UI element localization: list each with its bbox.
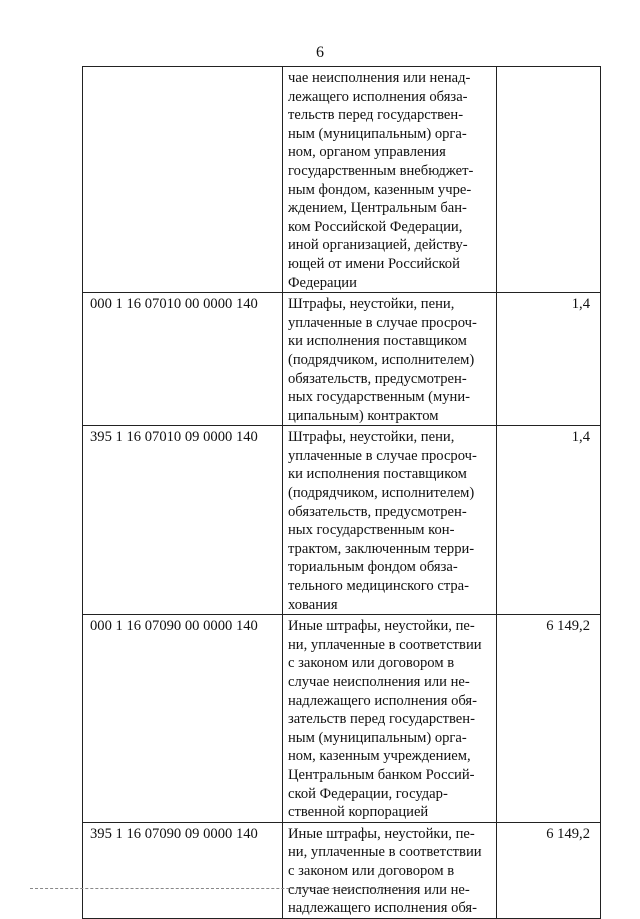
amount-cell (497, 67, 601, 293)
table-row (83, 67, 601, 293)
description-line: тельств перед государствен- (288, 107, 464, 124)
description-line: случае неисполнения или не- (288, 881, 470, 898)
description-line: обязательств, предусмотрен- (288, 503, 467, 520)
description-line: иной организацией, действу- (288, 237, 468, 254)
description-line: Штрафы, неустойки, пени, (288, 429, 455, 446)
description-line: ном, казенным учреждением, (288, 748, 471, 765)
description-line: государственным внебюджет- (288, 162, 474, 179)
description-line: ном, органом управления (288, 144, 446, 161)
table-row (83, 822, 601, 918)
page-bottom-divider (30, 888, 410, 889)
description-line: ным фондом, казенным учре- (288, 181, 472, 198)
description-cell (283, 822, 497, 918)
budget-classification-table (82, 66, 601, 919)
kbk-code-cell: 395 1 16 07090 09 0000 140 (83, 822, 283, 918)
description-line: Федерации (288, 274, 357, 291)
description-line: хования (288, 596, 338, 613)
description-line: ки исполнения поставщиком (288, 333, 467, 350)
description-cell (283, 67, 497, 293)
amount-cell: 6 149,2 (497, 822, 601, 918)
description-line: ской Федерации, государ- (288, 785, 448, 802)
kbk-code-cell: 000 1 16 07010 00 0000 140 (83, 293, 283, 426)
description-line: ципальным) контрактом (288, 407, 439, 424)
description-line: ком Российской Федерации, (288, 218, 463, 235)
description-line: ни, уплаченные в соответствии (288, 844, 482, 861)
description-line: с законом или договором в (288, 862, 455, 879)
description-line: (подрядчиком, исполнителем) (288, 485, 475, 502)
kbk-code-cell (83, 67, 283, 293)
table-row (83, 615, 601, 823)
description-line: чае неисполнения или ненад- (288, 70, 471, 86)
description-line: обязательств, предусмотрен- (288, 370, 467, 387)
description-line: трактом, заключенным терри- (288, 540, 475, 557)
description-line: Штрафы, неустойки, пени, (288, 296, 455, 313)
table-row (83, 426, 601, 615)
description-line: ки исполнения поставщиком (288, 466, 467, 483)
kbk-code-cell: 000 1 16 07090 00 0000 140 (83, 615, 283, 823)
amount-cell: 1,4 (497, 293, 601, 426)
description-line: уплаченные в случае просроч- (288, 447, 477, 464)
description-line: ственной корпорацией (288, 804, 429, 821)
description-line: надлежащего исполнения обя- (288, 900, 477, 917)
description-line: зательств перед государствен- (288, 711, 475, 728)
description-line: Центральным банком Россий- (288, 766, 475, 783)
description-line: ным (муниципальным) орга- (288, 729, 467, 746)
description-line: лежащего исполнения обяза- (288, 88, 468, 105)
description-cell (283, 293, 497, 426)
description-line: ющей от имени Российской (288, 255, 460, 272)
description-line: с законом или договором в (288, 655, 455, 672)
description-line: Иные штрафы, неустойки, пе- (288, 825, 475, 842)
description-line: случае неисполнения или не- (288, 674, 470, 690)
description-line: тельного медицинского стра- (288, 578, 470, 595)
description-cell (283, 426, 497, 615)
kbk-code-cell: 395 1 16 07010 09 0000 140 (83, 426, 283, 615)
description-line: надлежащего исполнения обя- (288, 692, 477, 709)
description-line: ни, уплаченные в соответствии (288, 636, 482, 653)
description-line: ториальным фондом обяза- (288, 559, 458, 576)
table-row (83, 293, 601, 426)
description-line: ных государственным кон- (288, 522, 455, 539)
description-line: ных государственным (муни- (288, 389, 471, 406)
page-number: 6 (316, 44, 324, 61)
description-line: уплаченные в случае просроч- (288, 314, 477, 331)
description-line: Иные штрафы, неустойки, пе- (288, 618, 475, 635)
description-line: ным (муниципальным) орга- (288, 125, 467, 142)
amount-cell: 6 149,2 (497, 615, 601, 823)
description-line: (подрядчиком, исполнителем) (288, 351, 475, 368)
amount-cell: 1,4 (497, 426, 601, 615)
description-line: ждением, Центральным бан- (288, 200, 467, 217)
description-cell (283, 615, 497, 823)
